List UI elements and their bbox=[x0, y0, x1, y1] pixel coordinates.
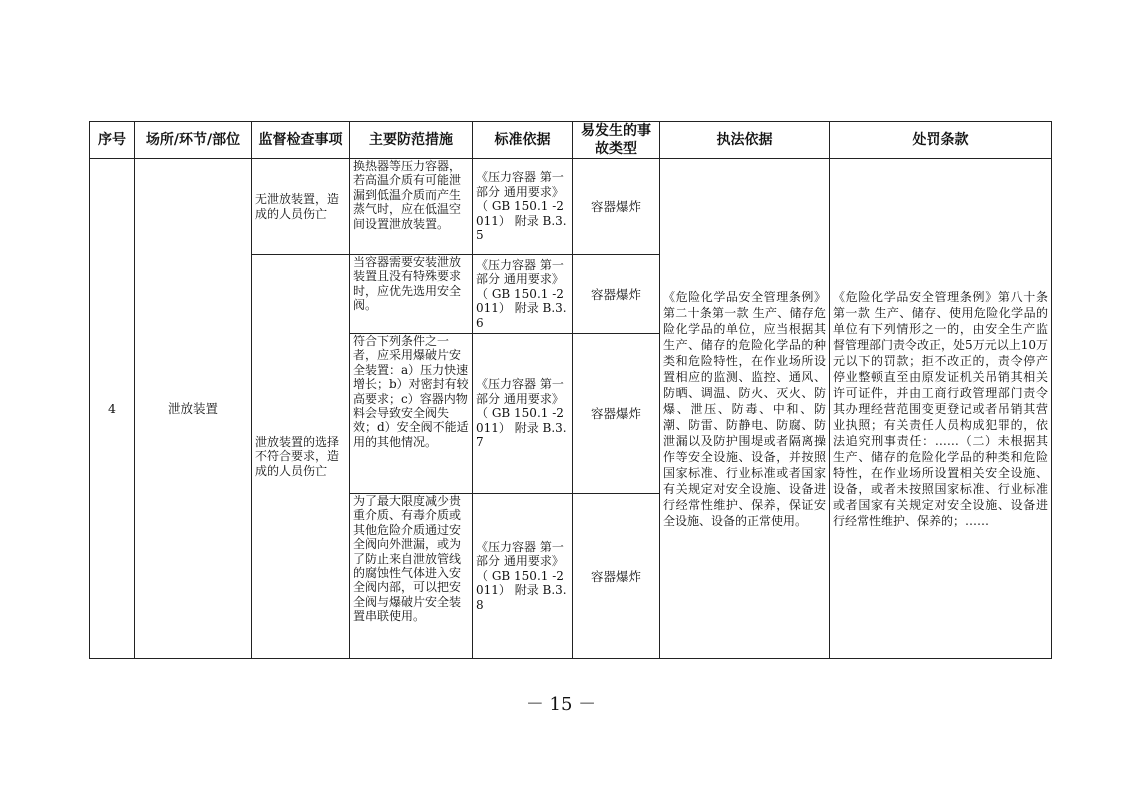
location-cell: 泄放装置 bbox=[135, 159, 252, 659]
inspection-item-cell: 无泄放装置，造成的人员伤亡 bbox=[252, 159, 350, 255]
accident-type-cell: 容器爆炸 bbox=[573, 334, 660, 494]
accident-type-cell: 容器爆炸 bbox=[573, 255, 660, 334]
measure-cell: 换热器等压力容器，若高温介质有可能泄漏到低温介质而产生蒸气时，应在低温空间设置泄放装置。 bbox=[350, 159, 473, 255]
measure-cell: 当容器需要安装泄放装置且没有特殊要求时，应优先选用安全阀。 bbox=[350, 255, 473, 334]
serial-cell: 4 bbox=[90, 159, 135, 659]
standard-cell: 《压力容器 第一部分 通用要求》（ GB 150.1 -2011） 附录 B.3.6 bbox=[473, 255, 573, 334]
law-basis-cell: 《危险化学品安全管理条例》第二十条第一款 生产、储存危险化学品的单位，应当根据其生产、储存的危险化学品的种类和危险特性，在作业场所设置相应的监测、监控、通风、防晒、调温、防火、灭火、防爆、泄压、防毒、中和、防潮、防雷、防静电、防腐、防泄漏以及防护围堤或者隔离操作等安全设施、设备，并按照国家标准、行业标准或者国家有关规定对安全设施、设备进行经常性维护、保养，保证安全设施、设备的正常使用。 bbox=[660, 159, 830, 659]
header-row bbox=[90, 122, 1052, 159]
accident-type-cell: 容器爆炸 bbox=[573, 494, 660, 659]
header-measures: 主要防范措施 bbox=[350, 122, 473, 159]
accident-type-cell: 容器爆炸 bbox=[573, 159, 660, 255]
standard-cell: 《压力容器 第一部分 通用要求》（ GB 150.1 -2011） 附录 B.3.5 bbox=[473, 159, 573, 255]
standard-cell: 《压力容器 第一部分 通用要求》（ GB 150.1 -2011） 附录 B.3.7 bbox=[473, 334, 573, 494]
table-row bbox=[90, 159, 1052, 255]
header-penalty: 处罚条款 bbox=[830, 122, 1052, 159]
inspection-item-cell: 泄放装置的选择不符合要求，造成的人员伤亡 bbox=[252, 255, 350, 659]
measure-cell: 符合下列条件之一者，应采用爆破片安全装置：a）压力快速增长；b）对密封有较高要求；c）容器内物料会导致安全阀失效；d）安全阀不能适用的其他情况。 bbox=[350, 334, 473, 494]
measure-cell: 为了最大限度减少贵重介质、有毒介质或其他危险介质通过安全阀向外泄漏，或为了防止来自泄放管线的腐蚀性气体进入安全阀内部，可以把安全阀与爆破片安全装置串联使用。 bbox=[350, 494, 473, 659]
header-inspection-item: 监督检查事项 bbox=[252, 122, 350, 159]
standard-cell: 《压力容器 第一部分 通用要求》（ GB 150.1 -2011） 附录 B.3.8 bbox=[473, 494, 573, 659]
penalty-cell: 《危险化学品安全管理条例》第八十条第一款 生产、储存、使用危险化学品的单位有下列情形之一的，由安全生产监督管理部门责令改正，处5万元以上10万元以下的罚款；拒不改正的，责令停产停业整顿直至由原发证机关吊销其相关许可证件，并由工商行政管理部门责令其办理经营范围变更登记或者吊销其营业执照；有关责任人员构成犯罪的，依法追究刑事责任：……（二）未根据其生产、储存的危险化学品的种类和危险特性，在作业场所设置相关安全设施、设备，或者未按照国家标准、行业标准或者国家有关规定对安全设施、设备进行经常性维护、保养的；…… bbox=[830, 159, 1052, 659]
header-standard: 标准依据 bbox=[473, 122, 573, 159]
page-number: － 15 － bbox=[525, 694, 597, 715]
header-law-basis: 执法依据 bbox=[660, 122, 830, 159]
header-location: 场所/环节/部位 bbox=[135, 122, 252, 159]
header-serial: 序号 bbox=[90, 122, 135, 159]
regulation-table bbox=[89, 121, 1052, 659]
header-accident-type: 易发生的事故类型 bbox=[573, 122, 660, 159]
